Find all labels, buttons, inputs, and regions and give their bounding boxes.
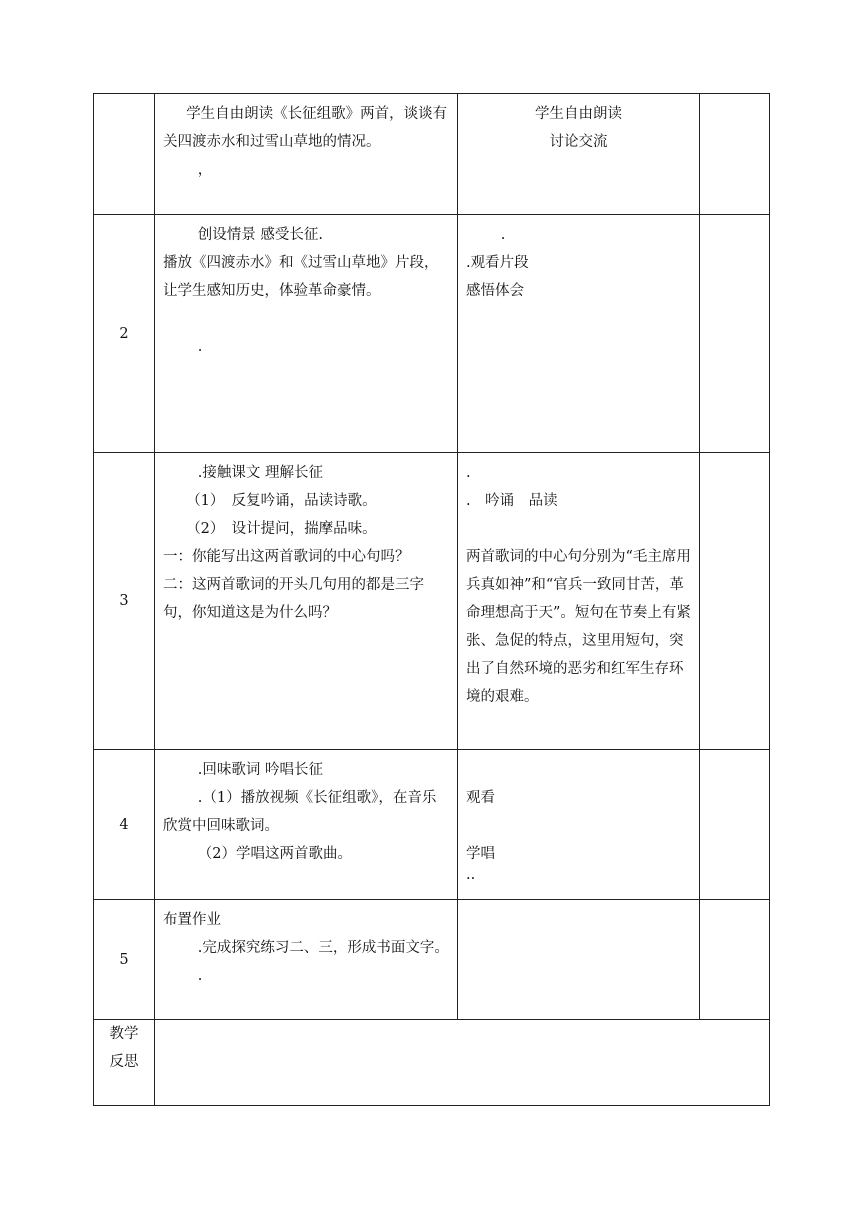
reflection-label bbox=[94, 1020, 155, 1106]
teacher-activity-cell bbox=[155, 215, 458, 453]
step-number: 2 bbox=[94, 215, 155, 453]
table-row bbox=[94, 900, 770, 1020]
activity-text: .完成探究练习二、三，形成书面文字。 bbox=[197, 940, 449, 956]
activity-text: . bbox=[197, 968, 203, 984]
teacher-activity-cell bbox=[155, 750, 458, 900]
student-text: . bbox=[466, 465, 471, 481]
activity-text: 播放《四渡赤水》和《过雪山草地》片段，让学生感知历史，体验革命豪情。 bbox=[163, 255, 439, 299]
reflection-content bbox=[155, 1020, 770, 1106]
table-row bbox=[94, 94, 770, 215]
activity-text: .（1）播放视频《长征组歌》，在音乐欣赏中回味歌词。 bbox=[163, 790, 437, 834]
notes-cell bbox=[700, 900, 770, 1020]
student-text: 学生自由朗读 bbox=[535, 106, 622, 122]
activity-text: .接触课文 理解长征 bbox=[197, 465, 324, 481]
reflection-row bbox=[94, 1020, 770, 1106]
activity-text: 创设情景 感受长征. bbox=[197, 227, 324, 243]
table-row bbox=[94, 453, 770, 750]
table-row bbox=[94, 215, 770, 453]
step-number bbox=[94, 94, 155, 215]
student-text: 两首歌词的中心句分别为“毛主席用兵真如神”和“官兵一致同甘苦，革命理想高于天”。短句在节奏上有紧张、急促的特点，这里用短句，突出了自然环境的恶劣和红军生存环境的艰难。 bbox=[466, 549, 691, 705]
teacher-activity-cell bbox=[155, 900, 458, 1020]
student-text: . bbox=[500, 227, 506, 243]
student-text: 讨论交流 bbox=[549, 134, 608, 150]
activity-text: 一：你能写出这两首歌词的中心句吗？ bbox=[163, 549, 410, 565]
activity-text: 学生自由朗读《长征组歌》两首，谈谈有关四渡赤水和过雪山草地的情况。 bbox=[163, 106, 448, 150]
student-activity-cell bbox=[458, 453, 700, 750]
activity-text: （2）学唱这两首歌曲。 bbox=[197, 846, 353, 862]
lesson-plan-table bbox=[93, 93, 770, 1106]
table-row bbox=[94, 750, 770, 900]
student-text: 学唱 bbox=[466, 846, 495, 862]
step-number: 4 bbox=[94, 750, 155, 900]
student-text: . 吟诵 品读 bbox=[466, 493, 558, 509]
student-text: .. bbox=[466, 867, 476, 883]
student-activity-cell bbox=[458, 900, 700, 1020]
student-text: 感悟体会 bbox=[466, 283, 524, 299]
student-activity-cell bbox=[458, 94, 700, 215]
student-activity-cell bbox=[458, 215, 700, 453]
step-number: 3 bbox=[94, 453, 155, 750]
notes-cell bbox=[700, 215, 770, 453]
step-number: 5 bbox=[94, 900, 155, 1020]
notes-cell bbox=[700, 94, 770, 215]
activity-text: 二：这两首歌词的开头几句用的都是三字句，你知道这是为什么吗？ bbox=[163, 577, 424, 621]
notes-cell bbox=[700, 453, 770, 750]
student-text: 观看 bbox=[466, 790, 495, 806]
activity-text: （1） 反复吟诵，品读诗歌。 bbox=[186, 493, 377, 509]
activity-text: ， bbox=[197, 162, 213, 178]
activity-text: . bbox=[197, 339, 203, 355]
reflection-label-line: 反思 bbox=[109, 1054, 139, 1070]
activity-text: 布置作业 bbox=[163, 912, 221, 928]
student-text: .观看片段 bbox=[466, 255, 529, 271]
student-activity-cell bbox=[458, 750, 700, 900]
reflection-label-line: 教学 bbox=[109, 1026, 139, 1042]
activity-text: （2） 设计提问，揣摩品味。 bbox=[186, 521, 377, 537]
activity-text: .回味歌词 吟唱长征 bbox=[197, 762, 324, 778]
teacher-activity-cell bbox=[155, 453, 458, 750]
notes-cell bbox=[700, 750, 770, 900]
teacher-activity-cell bbox=[155, 94, 458, 215]
